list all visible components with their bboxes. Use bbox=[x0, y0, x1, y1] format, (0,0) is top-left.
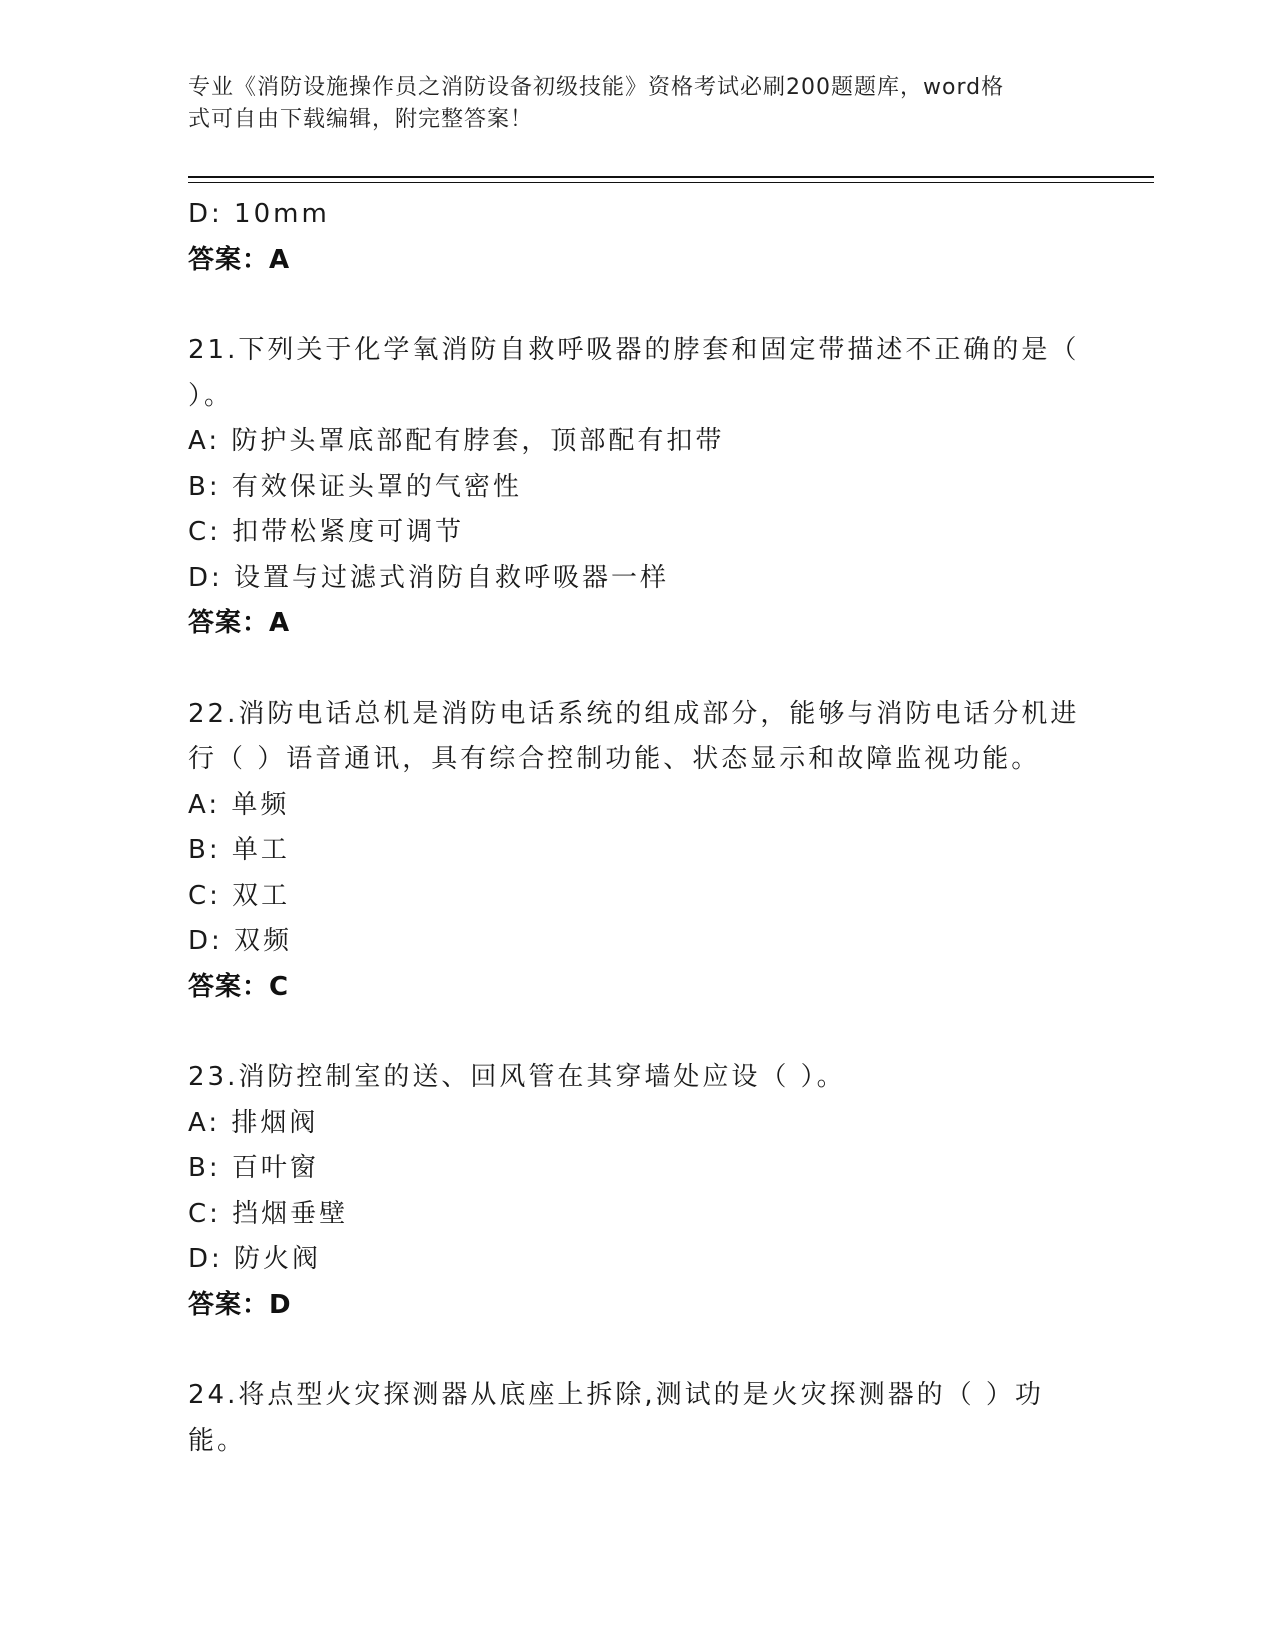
question-23 bbox=[188, 1055, 1088, 1328]
spacer bbox=[188, 283, 1088, 328]
answer: 答案：A bbox=[188, 608, 291, 638]
option-d: D: 防火阀 bbox=[188, 1244, 322, 1274]
spacer bbox=[188, 1328, 1088, 1373]
question-22 bbox=[188, 692, 1088, 1011]
document-header bbox=[188, 72, 1068, 136]
option-b: B: 单工 bbox=[188, 835, 290, 865]
header-rule-thick bbox=[188, 176, 1154, 178]
question-text: 23.消防控制室的送、回风管在其穿墙处应设（ ）。 bbox=[188, 1062, 846, 1092]
option-a: A: 防护头罩底部配有脖套，顶部配有扣带 bbox=[188, 426, 725, 456]
question-24 bbox=[188, 1373, 1088, 1464]
option-b: B: 有效保证头罩的气密性 bbox=[188, 471, 522, 502]
option-a: A: 排烟阀 bbox=[188, 1107, 319, 1138]
prev-answer: 答案：A bbox=[188, 244, 291, 275]
option-c: C: 双工 bbox=[188, 880, 291, 911]
option-c: C: 扣带松紧度可调节 bbox=[188, 517, 465, 547]
option-b: B: 百叶窗 bbox=[188, 1153, 319, 1183]
question-text-cont: 行（ ）语音通讯，具有综合控制功能、状态显示和故障监视功能。 bbox=[188, 744, 1041, 774]
question-text: 22.消防电话总机是消防电话系统的组成部分，能够与消防电话分机进 bbox=[188, 698, 1080, 729]
question-text-cont: ）。 bbox=[188, 380, 234, 411]
option-d: D: 设置与过滤式消防自救呼吸器一样 bbox=[188, 562, 670, 593]
answer: 答案：C bbox=[188, 971, 290, 1002]
header-rule-thin bbox=[188, 182, 1154, 183]
question-21 bbox=[188, 328, 1088, 647]
option-c: C: 挡烟垂壁 bbox=[188, 1198, 349, 1229]
question-text: 24.将点型火灾探测器从底座上拆除,测试的是火灾探测器的（ ）功 bbox=[188, 1380, 1044, 1410]
option-a: A: 单频 bbox=[188, 789, 290, 820]
spacer bbox=[188, 1010, 1088, 1055]
question-list bbox=[188, 192, 1088, 1464]
header-line-2: 式可自由下载编辑，附完整答案！ bbox=[188, 107, 534, 132]
spacer bbox=[188, 647, 1088, 692]
question-text-cont: 能。 bbox=[188, 1425, 247, 1456]
header-line-1: 专业《消防设施操作员之消防设备初级技能》资格考试必刷200题题库，word格 bbox=[188, 75, 1005, 100]
question-text: 21.下列关于化学氧消防自救呼吸器的脖套和固定带描述不正确的是（ bbox=[188, 335, 1080, 365]
option-d: D: 双频 bbox=[188, 926, 293, 956]
prev-option-d: D: 10mm bbox=[188, 199, 330, 229]
answer: 答案：D bbox=[188, 1289, 292, 1320]
